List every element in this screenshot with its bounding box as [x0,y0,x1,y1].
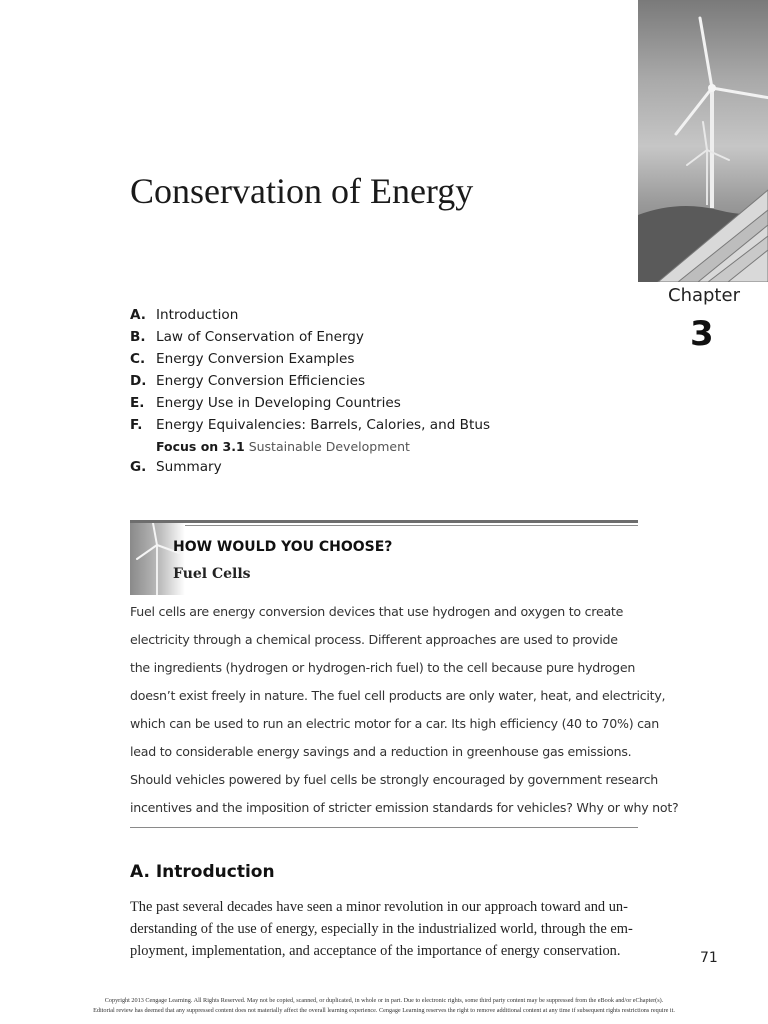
chapter-title: Conservation of Energy [130,171,474,211]
toc-text: Introduction [156,307,239,323]
wind-turbine-illustration [638,0,768,282]
section-heading: A. Introduction [130,862,275,882]
toc-item [130,349,630,371]
footer-line: Copyright 2013 Cengage Learning. All Rights Reserved. May not be copied, scanned, or duplicated, in whole or in part. Due to electronic rights, some third party content may be suppressed from the eBook and/or eChapter(s). [104,997,664,1004]
toc-item [130,457,630,479]
box-line: electricity through a chemical process. Different approaches are used to provide [130,632,618,647]
toc-letter: E. [130,395,145,411]
toc-item [130,371,630,393]
box-heading: HOW WOULD YOU CHOOSE? [173,539,393,555]
toc-letter: F. [130,417,143,433]
section-line: derstanding of the use of energy, especially in the industrialized world, through the em- [130,921,633,937]
box-bottom-rule [130,827,638,828]
box-line: doesn’t exist freely in nature. The fuel cell products are only water, heat, and electricity, [130,688,666,703]
chapter-outline [130,305,630,479]
wind-turbine-icon [130,523,185,595]
chapter-photo [638,0,768,282]
chapter-number: 3 [690,314,714,354]
toc-letter: B. [130,329,146,345]
toc-letter: D. [130,373,147,389]
toc-item [130,393,630,415]
toc-text: Energy Conversion Efficiencies [156,373,366,389]
box-line: incentives and the imposition of stricter emission standards for vehicles? Why or why not? [130,800,679,815]
copyright-footer [0,996,768,1016]
toc-text: Energy Use in Developing Countries [156,395,401,411]
toc-focus-item [156,437,630,457]
chapter-label: Chapter [668,285,740,306]
toc-letter: C. [130,351,146,367]
box-line: lead to considerable energy savings and a reduction in greenhouse gas emissions. [130,744,632,759]
toc-text: Energy Equivalencies: Barrels, Calories, and Btus [156,417,491,433]
toc-letter: A. [130,307,146,323]
section-body [130,896,638,962]
toc-item [130,305,630,327]
toc-text: Energy Conversion Examples [156,351,355,367]
box-line: which can be used to run an electric motor for a car. Its high efficiency (40 to 70%) can [130,716,660,731]
box-top-rule-thin [130,525,638,526]
box-thumbnail-image [130,523,185,595]
page-number: 71 [700,950,718,966]
toc-text: Summary [156,459,222,475]
section-line: The past several decades have seen a minor revolution in our approach toward and un- [130,899,628,915]
box-top-rule [130,520,638,523]
toc-item [130,415,630,437]
footer-line: Editorial review has deemed that any suppressed content does not materially affect the overall learning experience. Cengage Learning reserves the right to remove additional content at any time if subsequent rights restrictions require it. [93,1007,675,1014]
toc-text: Law of Conservation of Energy [156,329,364,345]
box-line: the ingredients (hydrogen or hydrogen-rich fuel) to the cell because pure hydrogen [130,660,636,675]
focus-text: Sustainable Development [248,439,410,454]
toc-item [130,327,630,349]
box-line: Should vehicles powered by fuel cells be strongly encouraged by government research [130,772,659,787]
focus-label: Focus on 3.1 [156,439,245,454]
toc-letter: G. [130,459,147,475]
section-line: ployment, implementation, and acceptance of the importance of energy conservation. [130,943,621,959]
box-subheading: Fuel Cells [173,566,251,582]
box-body [130,598,679,822]
box-line: Fuel cells are energy conversion devices that use hydrogen and oxygen to create [130,604,624,619]
